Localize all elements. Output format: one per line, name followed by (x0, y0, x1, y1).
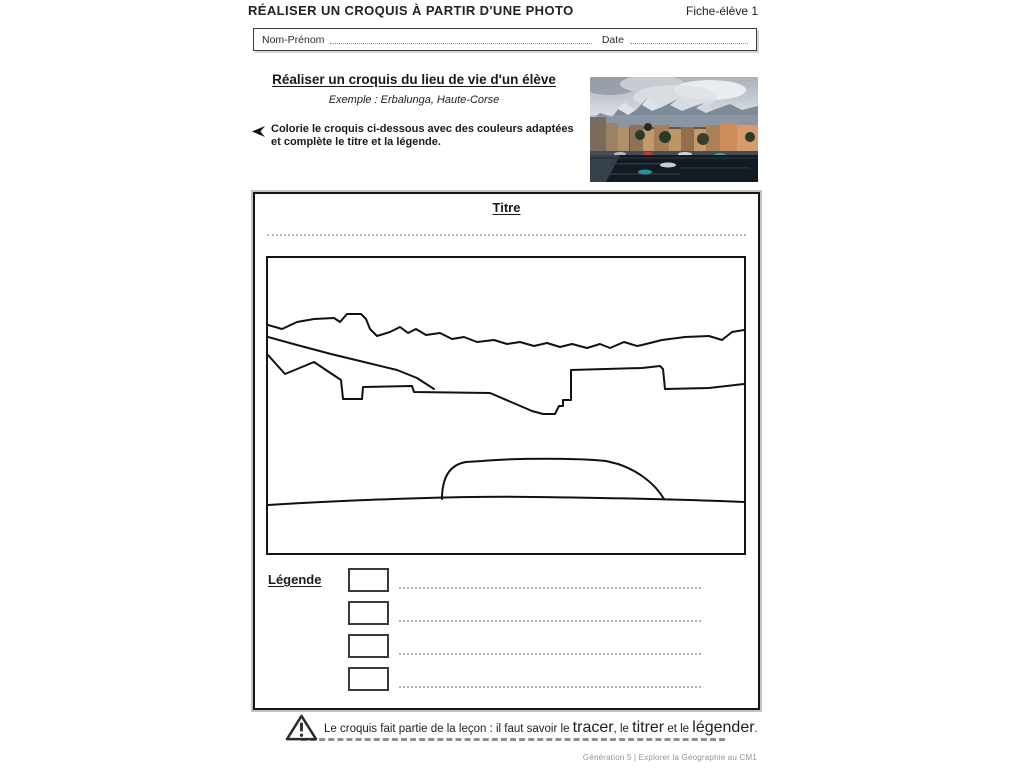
legend-color-box (348, 601, 389, 625)
legend-fill-line (399, 653, 701, 655)
note-verb-legender: légender (692, 718, 755, 736)
identity-box (253, 28, 757, 51)
legend-fill-line (399, 620, 701, 622)
legend-fill-line (399, 587, 701, 589)
lesson-example: Exemple : Erbalunga, Haute-Corse (328, 94, 500, 106)
legend-row (348, 634, 701, 658)
lesson-title: Réaliser un croquis du lieu de vie d'un élève (272, 72, 556, 87)
note-prefix: Le croquis fait partie de la leçon : il faut savoir le (324, 722, 573, 735)
note-text (324, 719, 758, 737)
instruction-text (271, 123, 574, 149)
note-content (285, 713, 758, 742)
croquis-sketch (268, 258, 744, 553)
instruction-line-2: et complète le titre et la légende. (271, 136, 441, 148)
legend-fill-line (399, 686, 701, 688)
note-sep-2: et le (664, 722, 693, 735)
legend-list (348, 568, 701, 691)
legend-row (348, 667, 701, 691)
erbalunga-photo (590, 77, 758, 182)
titre-heading: Titre (492, 200, 521, 215)
legend-row (348, 568, 701, 592)
lesson-note (253, 711, 758, 747)
croquis-frame (266, 256, 746, 555)
date-fill-line (630, 43, 748, 44)
page-title: RÉALISER UN CROQUIS À PARTIR D'UNE PHOTO (248, 3, 574, 18)
name-label: Nom-Prénom (262, 33, 325, 46)
warning-icon (285, 713, 318, 742)
instruction-line-1: Colorie le croquis ci-dessous avec des couleurs adaptées (271, 123, 574, 135)
croquis-panel (253, 192, 760, 710)
legend-color-box (348, 568, 389, 592)
instruction-block (252, 123, 574, 149)
note-verb-titrer: titrer (632, 718, 665, 736)
note-sep-1: , le (613, 722, 633, 735)
legende-heading: Légende (268, 572, 322, 587)
note-suffix: . (754, 722, 758, 735)
arrow-bullet-icon (252, 126, 265, 137)
sheet-number-label: Fiche-élève 1 (686, 4, 759, 18)
legend-color-box (348, 667, 389, 691)
publisher-credit: Génération 5 | Explorer la Géographie au CM1 (582, 753, 757, 762)
legend-color-box (348, 634, 389, 658)
legend-row (348, 601, 701, 625)
titre-fill-line (267, 234, 746, 236)
name-fill-line (330, 43, 591, 44)
note-verb-tracer: tracer (572, 718, 614, 736)
date-label: Date (601, 33, 624, 46)
